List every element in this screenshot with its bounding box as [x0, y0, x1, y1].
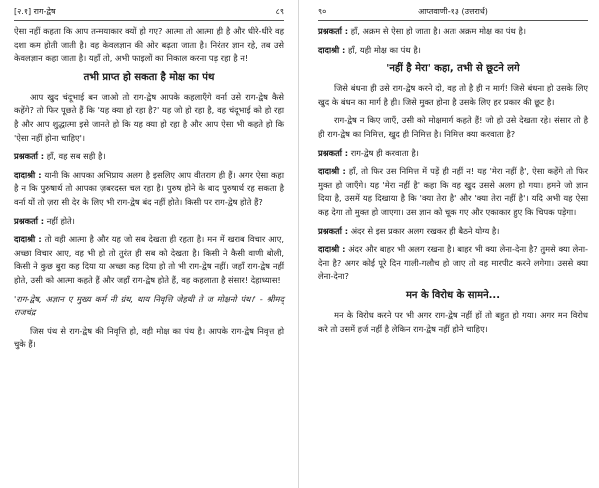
page-gutter — [298, 0, 299, 488]
left-page — [14, 0, 284, 488]
dialog-paragraph — [14, 150, 284, 164]
dialog-paragraph — [318, 44, 588, 58]
speaker-label: दादाश्री : — [14, 169, 42, 180]
speaker-label: दादाश्री : — [14, 234, 42, 245]
left-running-title: [२.१] राग-द्वेष — [14, 7, 56, 16]
left-page-body — [14, 25, 284, 357]
dialog-paragraph — [318, 243, 588, 284]
body-paragraph: ऐसा नहीं कहता कि आप तन्मयाकार क्यों हो गए? आत्मा तो आत्मा ही है और धीरे-धीरे वह दशा कम होती जाती है। वह केवलज्ञान की ओर बढ़ता जाता है। निरंतर ज्ञान रहे, तब उसे केवलज्ञान कहा जाता है। यहाँ तो, अभी फाइलों का निकाल करना पड़ रहा है न! — [14, 26, 284, 64]
dialog-text: हाँ, तो फिर उस निमित्त में पड़ें ही नहीं न! यह 'मेरा नहीं है', ऐसा कहेंगे तो फिर मुक्त हो जाएँगे। यह 'मेरा नहीं है' कहा कि वह खुद उससे अलग हो गया। हमने जो ज्ञान दिया है, उसमें यह दिखाया है कि 'क्या तेरा है' और 'क्या तेरा नहीं है'। यदि अभी यह ऐसा कह देगा तो मुक्त हो जाएगा। उस ज्ञान को चूक गए और एकाकार हुए कि चिपक पड़ेगा। — [318, 166, 588, 217]
body-paragraph: आप खुद चंदूभाई बन जाओ तो राग-द्वेष आपके कहलाएँगे वर्ना उसे राग-द्वेष कैसे कहेंगे? तो फिर पूछते हैं कि 'यह क्या हो रहा है?' यह जो हो रहा है, वह चंदूभाई को हो रहा है और आप शुद्धात्मा इसे जानते हो कि यह क्या हो रहा है और आप ऐसा भी कहते हो कि 'ऐसा नहीं होना चाहिए'। — [14, 91, 284, 143]
section-heading: तभी प्राप्त हो सकता है मोक्ष का पंथ — [83, 71, 215, 83]
left-header-rule — [14, 20, 284, 21]
body-paragraph: जिसे बंधना ही उसे राग-द्वेष करने दो, वह तो है ही न मार्ग! जिसे बंधना हो उसके लिए खुद के बंधन का मार्ग है ही। जिसे मुक्त होना है उसके लिए हर प्रकार की छूट है। — [318, 83, 588, 107]
dialog-paragraph — [14, 169, 284, 210]
left-page-number: ८९ — [275, 7, 284, 16]
right-page-body — [318, 25, 588, 341]
speaker-label: दादाश्री : — [318, 166, 346, 177]
dialog-paragraph — [318, 165, 588, 219]
right-page-header — [318, 6, 588, 18]
dialog-text: अंदर से इस प्रकार अलग रखकर ही बैठने योग्य है। — [350, 225, 500, 236]
body-paragraph: जिस पंथ से राग-द्वेष की निवृत्ति हो, वही मोक्ष का पंथ है। आपके राग-द्वेष निवृत्त हो चुके हैं। — [14, 325, 284, 350]
dialog-text: अंदर और बाहर भी अलग रखना है। बाहर भी क्या लेना-देना है? तुमसे क्या लेना-देना है? अगर कोई पूरे दिन गाली-गलौच हो जाए तो वह मारपीट करने लगेगा। उससे क्या लेना-देना? — [318, 244, 588, 282]
speaker-label: दादाश्री : — [318, 244, 346, 255]
dialog-text: राग-द्वेष ही करवाता है। — [350, 147, 419, 158]
section-heading: मन के विरोध के सामने... — [405, 289, 501, 301]
right-header-rule — [318, 20, 588, 21]
body-paragraph: मन के विरोध करने पर भी अगर राग-द्वेष नहीं हों तो बहुत हो गया। अगर मन विरोध करे तो उसमें हर्ज नहीं है लेकिन राग-द्वेष नहीं होने चाहिए। — [318, 309, 588, 334]
speaker-label: प्रश्नकर्ता : — [318, 147, 349, 158]
speaker-label: प्रश्नकर्ता : — [14, 151, 45, 162]
dialog-text: नहीं होते। — [46, 215, 75, 226]
dialog-paragraph — [318, 147, 588, 161]
speaker-label: प्रश्नकर्ता : — [318, 225, 349, 236]
dialog-text: हाँ, वह सब सही है। — [46, 151, 106, 162]
quote-paragraph: 'राग-द्वेष, अज्ञान ए मुख्य कर्म नी ग्रंथ, थाय निवृत्ति जेहथी ते ज मोक्षनो पंथ।' - श्रीमद् राजचंद्र — [14, 293, 284, 318]
right-page — [318, 0, 588, 488]
dialog-paragraph — [318, 225, 588, 239]
dialog-paragraph — [14, 233, 284, 287]
body-paragraph: राग-द्वेष न किए जाएँ, उसी को मोक्षमार्ग कहते हैं! जो हो उसे देखता रहे। संसार तो है ही राग-द्वेष का निमित्त, खुद ही निमित्त है। निमित्त क्या करवाता है? — [318, 115, 588, 139]
speaker-label: प्रश्नकर्ता : — [14, 215, 45, 226]
section-heading: 'नहीं है मेरा' कहा, तभी से छूटने लगे — [386, 63, 520, 75]
left-page-header — [14, 6, 284, 18]
speaker-label: दादाश्री : — [318, 44, 346, 55]
dialog-text: हाँ, यही मोक्ष का पंथ है। — [347, 44, 421, 55]
dialog-text: यानी कि आपका अभिप्राय अलग है इसलिए आप वीतराग ही हैं। अगर ऐसा कहा है न कि पुरुषार्थ तो आपका ज़बरदस्त चल रहा है। पुरुष होने के बाद पुरुषार्थ रह सकता है वर्ना यों तो ज़रा सी देर के लिए भी राग-द्वेष बंद नहीं होते। किसी पर राग-द्वेष होते हैं? — [14, 169, 284, 207]
speaker-label: प्रश्नकर्ता : — [318, 26, 349, 36]
dialog-text: हाँ, अक्रम से ऐसा हो जाता है। अतः अक्रम मोक्ष का पंथ है। — [350, 26, 527, 36]
dialog-paragraph — [318, 25, 588, 39]
dialog-paragraph — [14, 215, 284, 229]
right-page-number: ९० — [318, 7, 327, 16]
dialog-text: तो वही आत्मा है और यह जो सब देखता ही रहता है। मन में खराब विचार आए, अच्छा विचार आए, वह भी हो तो तुरंत ही सब को देखता है। किसी ने कैसी वाणी बोली, किसी ने कुछ बुरा कह दिया या अच्छा कह दिया हो तो भी राग-द्वेष नहीं। जहाँ राग-द्वेष नहीं होते, उसी को आत्मा कहते हैं और जहाँ राग-द्वेष होते हैं, वह कहलाता है संसार! देहाध्यास! — [14, 234, 284, 285]
right-running-title: आप्तवाणी-१३ (उत्तरार्ध) — [418, 7, 488, 16]
